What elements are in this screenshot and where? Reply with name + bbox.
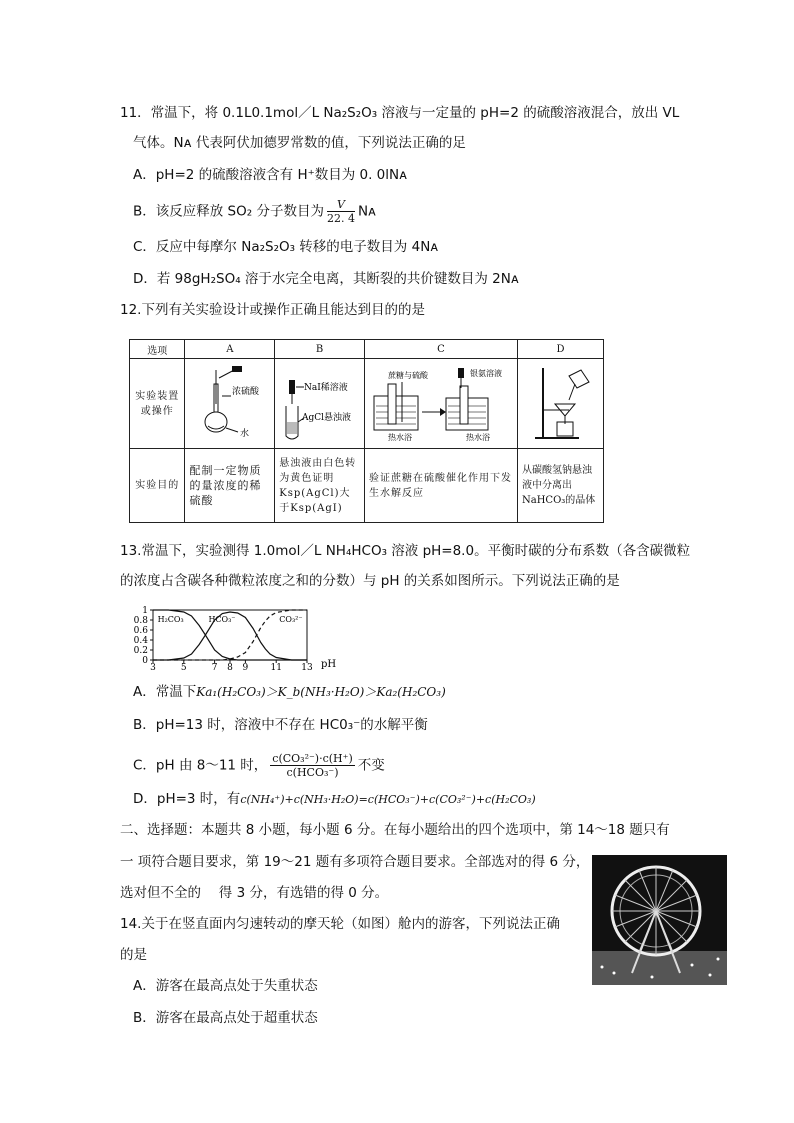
- q13-option-c: [133, 752, 385, 779]
- fraction-denominator: c(HCO₃⁻): [286, 766, 339, 779]
- q13-option-a: [133, 683, 446, 701]
- y-tick-label: 0.6: [133, 626, 148, 636]
- label-water: 水: [240, 429, 250, 439]
- label-sucrose: 蔗糖与硫酸: [387, 371, 428, 380]
- table-header-cell: A: [185, 340, 275, 359]
- q13-option-d: [133, 790, 536, 809]
- q13-option-c-label: C．pH 由 8～11 时，: [133, 757, 268, 774]
- q14-stem-line1: 14.关于在竖直面内匀速转动的摩天轮（如图）舱内的游客，下列说法正确: [120, 916, 560, 932]
- purpose-b: 悬浊液由白色转为黄色证明Ksp(AgCl)大于Ksp(AgI): [275, 449, 365, 523]
- table-header-row: [130, 340, 604, 359]
- label-nai: NaI稀溶液: [304, 383, 349, 393]
- apparatus-c: [364, 359, 517, 449]
- q14-option-b: B．游客在最高点处于超重状态: [133, 1010, 318, 1026]
- x-tick-label: 9: [242, 663, 249, 670]
- series-label: CO₃²⁻: [279, 615, 303, 624]
- table-header-cell: D: [517, 340, 603, 359]
- x-tick-label: 7: [211, 663, 218, 670]
- q13-option-c-fraction: [270, 752, 354, 779]
- x-tick-label: 3: [150, 663, 156, 670]
- q13-option-d-label: D．pH=3 时，有: [133, 791, 241, 807]
- section2-line2: 一 项符合题目要求，第 19～21 题有多项符合题目要求。全部选对的得 6 分，: [120, 854, 590, 870]
- y-tick-label: 0: [142, 656, 148, 666]
- row-label-purpose: 实验目的: [130, 449, 185, 523]
- y-tick-label: 0.4: [133, 636, 148, 646]
- table-row-apparatus: [130, 359, 604, 449]
- label-silver-ammonia: 银氨溶液: [469, 369, 502, 378]
- table-header-cell: B: [275, 340, 365, 359]
- q13-stem-line2: 的浓度占含碳各种微粒浓度之和的分数）与 pH 的关系如图所示。下列说法正确的是: [120, 573, 620, 589]
- q12-stem: 12.下列有关实验设计或操作正确且能达到目的的是: [120, 302, 425, 318]
- q12-options-table: [129, 339, 604, 523]
- row-label-apparatus: 实验装置或操作: [130, 359, 185, 449]
- x-tick-label: 13: [301, 663, 313, 670]
- test-tube-diagram: [276, 360, 362, 444]
- q13-stem-line1: 13.常温下，实验测得 1.0mol／L NH₄HCO₃ 溶液 pH=8.0。平衡时碳的分布系数（各含碳微粒: [120, 543, 691, 559]
- q11-option-a: A．pH=2 的硫酸溶液含有 H⁺数目为 0. 0lNᴀ: [133, 167, 408, 183]
- water-bath-diagram: [366, 360, 516, 444]
- q11-option-b-text: B．该反应释放 SO₂ 分子数目为: [133, 203, 324, 220]
- apparatus-b: [275, 359, 365, 449]
- y-tick-label: 1: [142, 606, 148, 616]
- label-agcl: AgCl悬浊液: [302, 413, 352, 423]
- label-hot-bath-2: 热水浴: [465, 433, 490, 442]
- y-tick-label: 0.2: [133, 646, 148, 656]
- q11-option-b-fraction: [327, 198, 355, 225]
- purpose-c: 验证蔗糖在硫酸催化作用下发生水解反应: [364, 449, 517, 523]
- q14-option-a: A．游客在最高点处于失重状态: [133, 978, 318, 994]
- q13-option-c-tail: 不变: [357, 757, 385, 774]
- q13-option-a-formula: Ka₁(H₂CO₃)＞K_b(NH₃·H₂O)＞Ka₂(H₂CO₃): [196, 685, 446, 699]
- x-tick-label: 11: [270, 663, 282, 670]
- q13-option-a-label: A．常温下: [133, 684, 197, 700]
- series-label: H₂CO₃: [157, 615, 184, 624]
- filtration-diagram: [519, 360, 602, 444]
- table-header-cell: 选项: [130, 340, 185, 359]
- purpose-a: 配制一定物质的量浓度的稀硫酸: [185, 449, 275, 523]
- q11-option-d: D．若 98gH₂SO₄ 溶于水完全电离，其断裂的共价键数目为 2Nᴀ: [133, 271, 519, 287]
- q11-option-b: [133, 198, 376, 225]
- x-axis-label: pH: [321, 659, 337, 670]
- volumetric-flask-diagram: [186, 360, 272, 444]
- x-tick-label: 5: [180, 663, 187, 670]
- q11-option-c: C．反应中每摩尔 Na₂S₂O₃ 转移的电子数目为 4Nᴀ: [133, 239, 439, 255]
- q13-option-b: B．pH=13 时，溶液中不存在 HC0₃⁻的水解平衡: [133, 717, 428, 733]
- q13-option-d-formula: c(NH₄⁺)+c(NH₃·H₂O)=c(HCO₃⁻)+c(CO₃²⁻)+c(H₂CO₃): [240, 793, 536, 806]
- purpose-d: 从碳酸氢钠悬浊液中分离出NaHCO₃的晶体: [517, 449, 603, 523]
- apparatus-d: [517, 359, 603, 449]
- label-hot-bath-1: 热水浴: [387, 433, 412, 442]
- fraction-numerator: V: [327, 198, 355, 212]
- table-row-purpose: [130, 449, 604, 523]
- y-tick-label: 0.8: [133, 616, 148, 626]
- q11-option-b-unit: Nᴀ: [357, 203, 377, 220]
- fraction-numerator: c(CO₃²⁻)·c(H⁺): [272, 752, 353, 765]
- apparatus-a: [185, 359, 275, 449]
- distribution-chart: [127, 604, 347, 670]
- section2-line1: 二、选择题：本题共 8 小题，每小题 6 分。在每小题给出的四个选项中，第 14～18 题只有: [120, 822, 670, 838]
- q11-stem-line1: 11．常温下，将 0.1L0.1mol／L Na₂S₂O₃ 溶液与一定量的 pH=2 的硫酸溶液混合，放出 VL: [120, 105, 680, 121]
- section2-line3: 选对但不全的 得 3 分，有选错的得 0 分。: [120, 885, 389, 901]
- label-conc-sulfuric: 浓硫酸: [232, 387, 260, 397]
- fraction-denominator: 22. 4: [326, 212, 355, 225]
- table-header-cell: C: [364, 340, 517, 359]
- q11-stem-line2: 气体。Nᴀ 代表阿伏加德罗常数的值，下列说法正确的足: [133, 135, 466, 151]
- x-tick-label: 8: [227, 663, 233, 670]
- q14-stem-line2: 的是: [120, 947, 147, 963]
- ferris-wheel-photo: [592, 855, 727, 985]
- series-label: HCO₃⁻: [208, 615, 236, 624]
